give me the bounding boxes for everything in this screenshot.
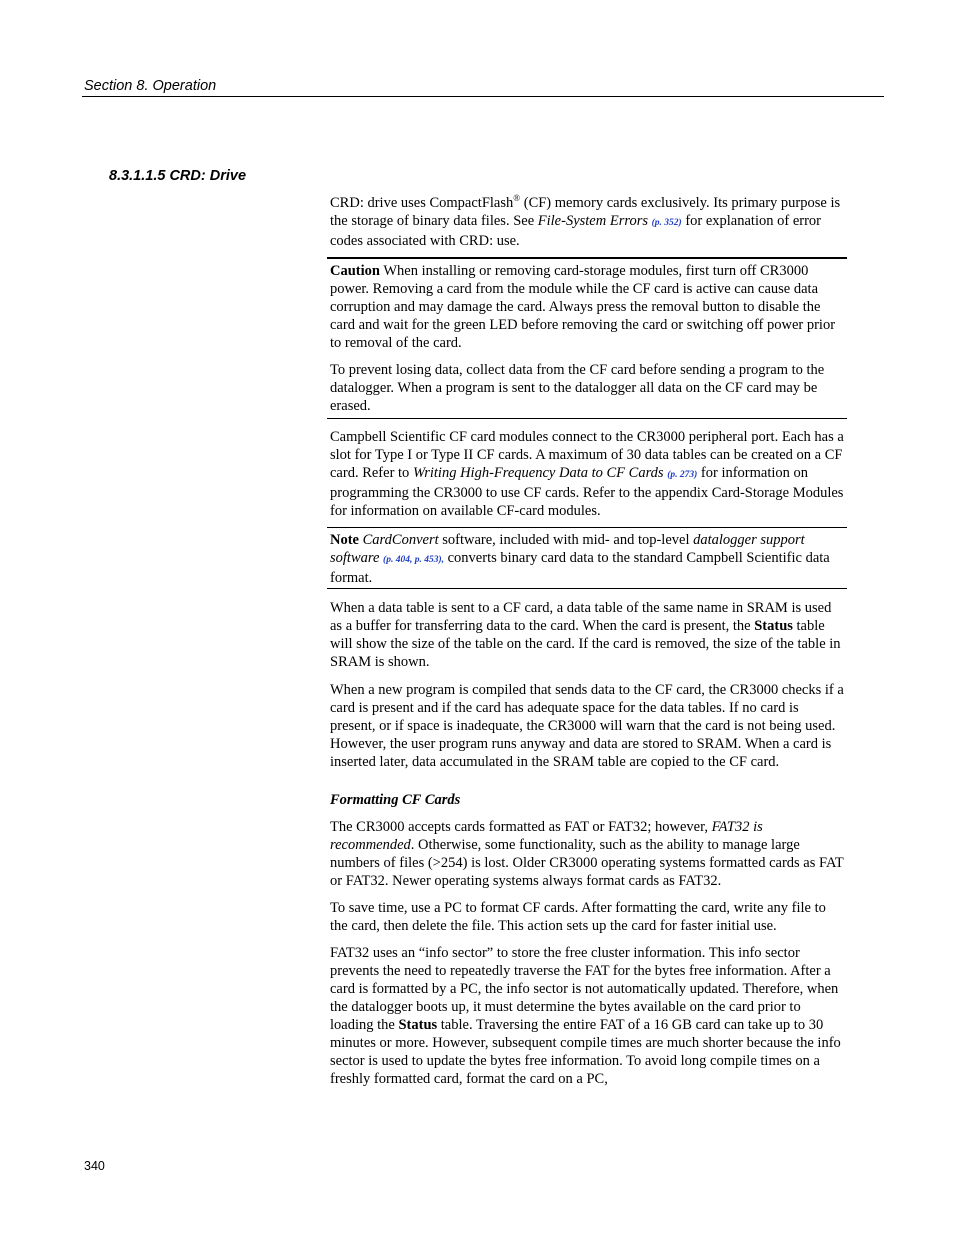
sram-paragraph: When a data table is sent to a CF card, a data table of the same name in SRAM is used as a buffer for transferring data to the card. When the card is present, the Status table will show the size of the table on the card. If the card is removed, the size of the table in SRAM is shown. — [330, 600, 841, 670]
cardconvert-name: CardConvert — [362, 532, 439, 548]
formatting-paragraph-2: To save time, use a PC to format CF cards. After formatting the card, write any file to the card, then delete the file. This action sets up the card for faster initial use. — [330, 900, 826, 934]
modules-paragraph: Campbell Scientific CF card modules connect to the CR3000 peripheral port. Each has a slot for Type I or Type II CF cards. A maximum of 30 data tables can be created on a CF card. Refer to Writing High-Frequency Data to CF Cards (p. 273) for information on programming the CR3000 to use CF cards. Refer to the appendix Card-Storage Modules for information on available CF-card modules. — [330, 429, 844, 519]
page-ref-link[interactable]: (p. 352) — [651, 218, 682, 228]
datalogger-support-software-link[interactable]: datalogger support software — [330, 532, 805, 566]
caution-box: Caution When installing or removing card-storage modules, first turn off CR3000 power. Removing a card from the module while the CF card is active can cause data corruption and may damage the card. Always press the removal button to disable the card and wait for the green LED before removing the card or switching off power prior to removal of the card. To prevent losing data, collect data from the CF card before sending a program to the datalogger. When a program is sent to the datalogger all data on the CF card may be erased. — [330, 262, 846, 415]
formatting-heading: Formatting CF Cards — [330, 792, 461, 808]
page-ref-link[interactable]: (p. 273) — [667, 470, 698, 480]
high-frequency-data-link[interactable]: Writing High-Frequency Data to CF Cards — [412, 465, 664, 481]
caution-top-rule — [327, 257, 847, 259]
main-body — [330, 599, 846, 1088]
note-bottom-rule — [327, 588, 847, 589]
caution-label: Caution — [330, 263, 380, 279]
section-heading: 8.3.1.1.5 CRD: Drive — [109, 168, 247, 184]
compile-paragraph: When a new program is compiled that sends data to the CF card, the CR3000 checks if a card is present and if the card has adequate space for the data tables. If no card is present, or if space is inadequate, the CR3000 will warn that the card is not being used. However, the user program runs anyway and data are stored to SRAM. When a card is inserted later, data accumulated in the SRAM table are copied to the CF card. — [330, 682, 844, 770]
formatting-paragraph-3: FAT32 uses an “info sector” to store the free cluster information. This info sector prevents the need to repeatedly traverse the FAT for the bytes free information. After a card is formatted by a PC, the info sector is not automatically updated. Therefore, when the datalogger boots up, it must determine the bytes available on the card prior to loading the Status table. Traversing the entire FAT of a 16 GB card can take up to 30 minutes or more. However, subsequent compile times are much shorter because the info sector is used to update the bytes free information. To avoid long compile times on a freshly formatted card, format the card on a PC, — [330, 945, 841, 1087]
intro-paragraph: CRD: drive uses CompactFlash® (CF) memory cards exclusively. Its primary purpose is the storage of binary data files. See File-System Errors (p. 352) for explanation of error codes associated with CRD: use. — [330, 193, 841, 249]
caution-paragraph-2: To prevent losing data, collect data from the CF card before sending a program to the datalogger. When a program is sent to the datalogger all data on the CF card may be erased. — [330, 362, 825, 414]
running-header: Section 8. Operation — [84, 78, 217, 94]
page-number: 340 — [84, 1159, 105, 1173]
caution-bottom-rule — [327, 418, 847, 419]
registered-mark: ® — [513, 193, 521, 204]
note-box: Note CardConvert software, included with mid- and top-level datalogger support software (p. 404, p. 453), converts binary card data to the standard Campbell Scientific data format. — [330, 532, 830, 586]
formatting-paragraph-1: The CR3000 accepts cards formatted as FAT or FAT32; however, FAT32 is recommended. Otherwise, some functionality, such as the ability to manage large numbers of files (>254) is lost. Older CR3000 operating systems formatted cards as FAT or FAT32. Newer operating systems always format cards as FAT32. — [330, 819, 844, 889]
file-system-errors-link[interactable]: File-System Errors — [537, 213, 648, 229]
page-ref-link[interactable]: (p. 404, p. 453), — [383, 555, 444, 565]
note-top-rule — [327, 527, 847, 528]
note-label: Note — [330, 532, 359, 548]
header-rule — [82, 96, 884, 97]
